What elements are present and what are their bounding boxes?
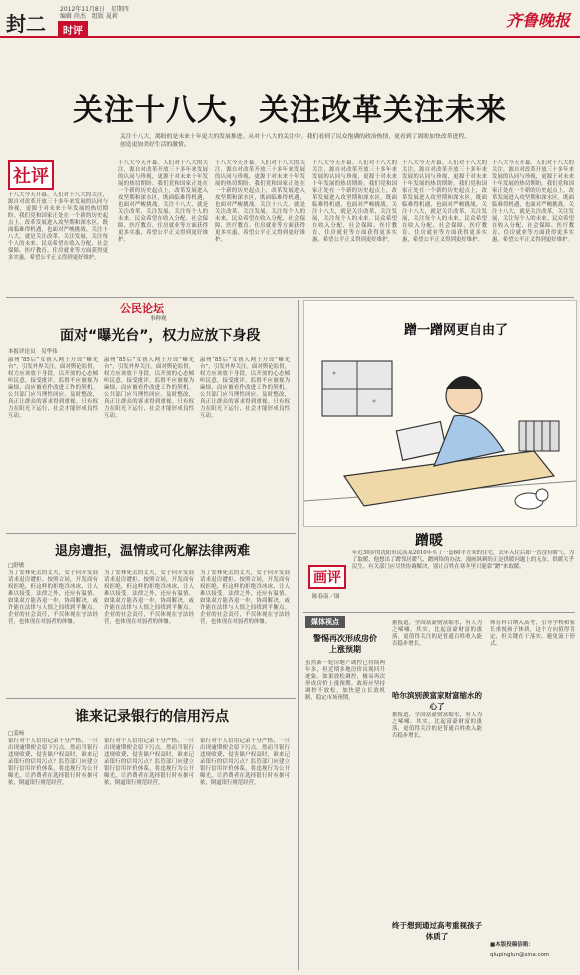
forum-byline: 本报评论员 吴华伟 [8,349,58,355]
article2-byline: □舒敏 [8,563,25,569]
media-body2-top: 据报道，全国富豪财富缩水，有人为之唏嘘。其实，比起富豪财富的涨落，更值得关注的是普通百姓收入能否稳步增长。 [392,620,482,647]
cartoon-title: 蹭暖 [415,533,443,549]
editorial-body-col5: 十八大今天开幕。人们对十八大的关注，源自对改革开放三十多年来发展的认同与珍视，更源于对未来十年发展的热切期盼。我们党和国家正处在一个新的历史起点上，改革发展进入攻坚期和深水区，既面临难得机遇，也面对严峻挑战。关注十八大，就是关注改革，关注发展，关注每个人的未来。民众希望在收入分配、社会保障、医疗教育、住房就业等方面获得更多实惠，希望公平正义得到更好维护。 [402,160,487,243]
forum-body-col1: 温州“85后”女孩人网上开设“曝光台”，引发外界关注。面对舆论监督，权力应该放下身段，以开放的心态倾听民意、接受批评。监督不应被视为麻烦，而应被看作改进工作的契机。公共部门应当理性回应，及时整改，真正让群众的诉求得到重视。只有权力在阳光下运行，社会才能形成良性互动。 [8,357,98,419]
cartoon [303,300,577,527]
article2-title: 退房遭拒，温情或可化解法律两难 [55,544,251,559]
divider [6,533,296,534]
editorial-body-col3: 十八大今天开幕。人们对十八大的关注，源自对改革开放三十多年来发展的认同与珍视，更源于对未来十年发展的热切期盼。我们党和国家正处在一个新的历史起点上，改革发展进入攻坚期和深水区，既面临难得机遇，也面对严峻挑战。关注十八大，就是关注改革，关注发展，关注每个人的未来。民众希望在收入分配、社会保障、医疗教育、住房就业等方面获得更多实惠，希望公平正义得到更好维护。 [215,160,305,243]
article3-body-col3: 银行对个人信用记录十分严格，一旦出现逾期便会留下污点。然而当银行违规收费、侵害储户权益时，谁来记录银行的信用污点？监管部门应建立银行信用评价体系，将违规行为公开曝光，让消费者在选择银行时有据可依，倒逼银行规范经营。 [200,738,290,786]
article3-byline: □姜杨 [8,731,25,737]
cartoon-badge: 画评 [308,565,346,589]
forum-title: 面对“曝光台”，权力应放下身段 [60,328,261,344]
article3-title: 谁来记录银行的信用污点 [75,709,229,725]
article2-body-col2: 为了安葬死去的丈夫，女子向开发商请求退房遭拒。按照合同，开发商有权拒绝，但这样的拒绝冷冰冰，让人难以接受。法律之外，还应有温情。如果双方能各退一步，协商解决，或许能在法律与人情之间找到平衡点。企业的社会责任，不仅体现在守法经营，也体现在对弱者的体恤。 [104,570,194,625]
media-title3: 终于想到通过高考重视孩子体质了 [392,921,482,941]
divider [6,297,574,298]
media-title1: 警惕再次形成房价上涨预期 [313,634,377,654]
date-text: 2012年11月8日 星期四 [60,6,129,13]
media-title2: 哈尔滨别羡富家财富缩水的心了 [392,691,482,711]
newspaper-logo: 齐鲁晚报 [505,11,570,30]
masthead [0,0,580,38]
contact-email[interactable]: qlupinglun@sina.com [490,952,550,958]
editorial-body-col2: 十八大今天开幕。人们对十八大的关注，源自对改革开放三十多年来发展的认同与珍视，更源于对未来十年发展的热切期盼。我们党和国家正处在一个新的历史起点上，改革发展进入攻坚期和深水区，既面临难得机遇，也面对严峻挑战。关注十八大，就是关注改革，关注发展，关注每个人的未来。民众希望在收入分配、社会保障、医疗教育、住房就业等方面获得更多实惠，希望公平正义得到更好维护。 [118,160,208,243]
editorial-body-col6: 十八大今天开幕。人们对十八大的关注，源自对改革开放三十多年来发展的认同与珍视，更源于对未来十年发展的热切期盼。我们党和国家正处在一个新的历史起点上，改革发展进入攻坚期和深水区，既面临难得机遇，也面对严峻挑战。关注十八大，就是关注改革，关注发展，关注每个人的未来。民众希望在收入分配、社会保障、医疗教育、住房就业等方面获得更多实惠，希望公平正义得到更好维护。 [492,160,574,243]
section-tag: 时评 [58,21,88,38]
cartoon-author: 陈春南／图 [312,594,340,600]
forum-label: 公民论坛 [120,302,164,315]
media-body2: 据报道，全国富豪财富缩水，有人为之唏嘘。其实，比起富豪财富的涨落，更值得关注的是普通百姓收入能否稳步增长。 [392,712,482,739]
page-label: 封二 [6,12,46,36]
media-label: 媒体视点 [305,616,345,628]
article2-body-col1: 为了安葬死去的丈夫，女子向开发商请求退房遭拒。按照合同，开发商有权拒绝，但这样的拒绝冷冰冰，让人难以接受。法律之外，还应有温情。如果双方能各退一步，协商解决，或许能在法律与人情之间找到平衡点。企业的社会责任，不仅体现在守法经营，也体现在对弱者的体恤。 [8,570,98,625]
article3-body-col1: 银行对个人信用记录十分严格，一旦出现逾期便会留下污点。然而当银行违规收费、侵害储户权益时，谁来记录银行的信用污点？监管部门应建立银行信用评价体系，将违规行为公开曝光，让消费者在选择银行时有据可依，倒逼银行规范经营。 [8,738,98,786]
lead-paragraph: 关注十八大，渴盼的是未来十年更大的发展推进。从对十八大的关注中，我们看到了民众饱满的政治热情，更看到了渴盼加快改革进程、创造更加美好生活的激情。 [120,134,470,148]
article2-body-col3: 为了安葬死去的丈夫，女子向开发商请求退房遭拒。按照合同，开发商有权拒绝，但这样的拒绝冷冰冰，让人难以接受。法律之外，还应有温情。如果双方能各退一步，协商解决，或许能在法律与人情之间找到平衡点。企业的社会责任，不仅体现在守法经营，也体现在对弱者的体恤。 [200,570,290,625]
cartoon-commentary: 年近30岁的沈阳市民高某2010年买了一套60平方米的住宅，去年入住后却一直没有暖气。为了取暖，他想出了蹭邻居暖气、蹭网络的办法。漫画讽刺的正是供暖问题上的无奈。供暖关乎民生，有关部门应尽快协调解决，别让百姓在寒冬里只能靠“蹭”来取暖。 [352,550,574,570]
editorial-body-col4: 十八大今天开幕。人们对十八大的关注，源自对改革开放三十多年来发展的认同与珍视，更源于对未来十年发展的热切期盼。我们党和国家正处在一个新的历史起点上，改革发展进入攻坚期和深水区，既面临难得机遇，也面对严峻挑战。关注十八大，就是关注改革，关注发展，关注每个人的未来。民众希望在收入分配、社会保障、医疗教育、住房就业等方面获得更多实惠，希望公平正义得到更好维护。 [312,160,397,243]
column-divider [298,300,299,970]
divider [303,612,575,613]
cartoon-caption: 蹭一蹭网更自由了 [404,323,509,338]
divider [6,698,296,699]
article3-body-col2: 银行对个人信用记录十分严格，一旦出现逾期便会留下污点。然而当银行违规收费、侵害储户权益时，谁来记录银行的信用污点？监管部门应建立银行信用评价体系，将违规行为公开曝光，让消费者在选择银行时有据可依，倒逼银行规范经营。 [104,738,194,786]
forum-host: 事种观 [150,316,167,322]
media-body1: 虽然新一轮房地产调控已持续两年多，但近期多地房价出现回升迹象。如果放松调控，极易再次形成房价上涨预期。政府应坚持调控不放松，加快建立长效机制，稳定市场预期。 [305,660,385,701]
contact-label: ■本版投稿信箱： [490,942,534,948]
editorial-body-col1: 十八大今天开幕。人们对十八大的关注，源自对改革开放三十多年来发展的认同与珍视，更源于对未来十年发展的热切期盼。我们党和国家正处在一个新的历史起点上，改革发展进入攻坚期和深水区，既面临难得机遇，也面对严峻挑战。关注十八大，就是关注改革，关注发展，关注每个人的未来。民众希望在收入分配、社会保障、医疗教育、住房就业等方面获得更多实惠，希望公平正义得到更好维护。 [8,192,108,261]
date-line [60,6,129,20]
editorial-badge: 社评 [8,160,54,190]
forum-body-col3: 温州“85后”女孩人网上开设“曝光台”，引发外界关注。面对舆论监督，权力应该放下身段，以开放的心态倾听民意、接受批评。监督不应被视为麻烦，而应被看作改进工作的契机。公共部门应当理性回应，及时整改，真正让群众的诉求得到重视。只有权力在阳光下运行，社会才能形成良性互动。 [200,357,290,419]
media-body3: 体育科目纳入高考，引导学校和家长重视孩子体质，这个方向值得肯定，但关键在于落实，避免流于形式。 [490,620,575,647]
editor-text: 编辑 尚杰 组版 晁莉 [60,13,118,20]
main-title: 关注十八大，关注改革关注未来 [73,93,507,128]
forum-body-col2: 温州“85后”女孩人网上开设“曝光台”，引发外界关注。面对舆论监督，权力应该放下身段，以开放的心态倾听民意、接受批评。监督不应被视为麻烦，而应被看作改进工作的契机。公共部门应当理性回应，及时整改，真正让群众的诉求得到重视。只有权力在阳光下运行，社会才能形成良性互动。 [104,357,194,419]
